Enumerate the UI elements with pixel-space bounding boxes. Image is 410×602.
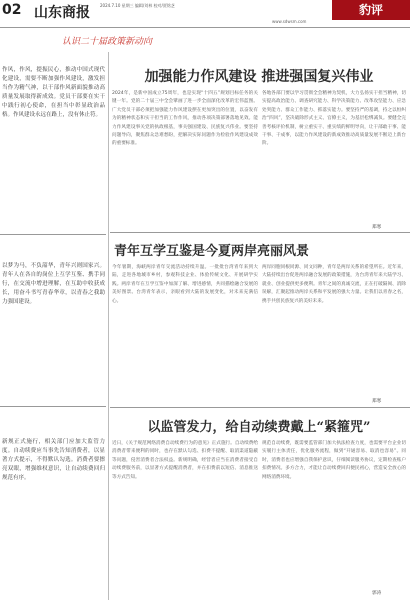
paper-name: 山东商报 (34, 5, 90, 21)
column-banner: 认识二十届政策新动向 (62, 37, 153, 47)
byline: 郑寒 (372, 399, 382, 404)
page-number: 02 (2, 2, 22, 18)
masthead (0, 0, 410, 28)
article-body: 2024年，是新中国成立75周年，也是实现“十四五”规划目标任务的关键一年。党的二十届三中全会擘画了进一步全面深化改革的宏伟蓝图。广大党员干部必须把加强能力作风建设摆在更加突出的位置，以奋发有为的精神状态和实干担当的工作作风，推动各项决策部署落地见效。能力作风建设事关党的执政根基，事关强国建设、民族复兴伟业。要坚持问题导向，聚焦群众急难愁盼，把解决实际问题作为检验作风建设成效的重要标准。 (112, 91, 258, 147)
byline: 郑寒 (372, 225, 382, 230)
column-separator (108, 52, 109, 600)
byline: 郭涛 (372, 591, 382, 596)
issue-meta: 2024.7.10 星期三 编辑/刘林 校对/贾铭芝 (100, 3, 175, 8)
article-body: 今年暑期，海峡两岸青年交流活动持续升温。一批批台湾青年来到大陆，走进各地城市乡村，参观科技企业、体验传统文化、开展研学实践。两岸青年在互学互鉴中加深了解、增进感情，共同描绘融合发展的美好图景。台湾青年表示，亲眼看到大陆的发展变化，对未来充满信心。 (112, 265, 258, 304)
sidebar-divider (0, 406, 106, 407)
site-url: www.sdwsm.com (272, 19, 307, 24)
article-title: 加强能力作风建设 推进强国复兴伟业 (144, 69, 374, 85)
section-tag: 豹评 (332, 0, 410, 20)
article-title: 以监管发力，给自动续费戴上“紧箍咒” (147, 420, 371, 435)
sidebar-commentary-2: 以梦为马，不负韶华，青年兴则国家兴。青年人在各自的岗位上互学互鉴、携手同行，在交流中增进理解，在互助中收获成长，用奋斗书写青春华章，以青春之我助力强国建设。 (2, 263, 105, 305)
article-body: 近日，《关于规范网络消费自动续费行为的意见》正式施行。自动续费给消费者带来便利的同时，也存在默认勾选、扣费不提醒、取消渠道隐蔽等问题，侵害消费者合法权益。新规明确，经营者应当在消费者接受自动续费服务前，以显著方式提醒消费者，并在扣费前以短信、消息推送等方式告知。 (112, 441, 258, 480)
article-body: 两岸同胞同根同源、同文同种，青年是两岸关系的希望所在。近年来，大陆持续出台促进两岸融合发展的政策措施，为台湾青年来大陆学习、就业、创业提供更多便利。青年之间的真诚交流，正在打破隔阂、消除误解，汇聚起推动两岸关系和平发展的强大力量。让我们以青春之名，携手共创民族复兴的美好未来。 (262, 265, 406, 304)
article-body: 各地各部门要以学习贯彻全会精神为契机，大力弘扬实干担当精神，切实提高政治能力、调查研究能力、科学决策能力、改革攻坚能力、应急处突能力、群众工作能力、抓落实能力。要坚持严的基调，持之以恒纠治“四风”，坚决破除形式主义、官僚主义，为基层松绑减负。要健全完善考核评价机制，树立重实干、重实绩的鲜明导向，让干部敢干事、能干事、干成事，以能力作风建设的新成效推动高质量发展不断迈上新台阶。 (262, 91, 406, 147)
sidebar-commentary-1: 作风，作风，提振民心，推动中国式现代化建设，需要不断加强作风建设，激发担当作为精气神，以干部作风新面貌推动高质量发展取得新成效。党员干部要在实干中践行初心使命，在担当中彰显政治品格。作风建设永远在路上，没有休止符。 (2, 67, 105, 118)
article-divider (110, 407, 410, 408)
masthead-rule (0, 27, 410, 28)
sidebar-commentary-3: 新规正式施行，相关部门应加大监管力度。自动续费应当事先告知消费者，以显著方式提示，不得默认勾选。消费者要擦亮双眼，增强维权意识，让自动续费回归规范有序。 (2, 439, 105, 481)
article-body: 规范自动续费，既需要监管部门加大执法检查力度，也需要平台企业切实履行主体责任，优化服务流程，做到“开通容易、取消也容易”。同时，消费者也应增强自我保护意识，仔细阅读服务协议，定期检查账户扣费情况。多方合力，才能让自动续费回归便民初心，营造安全放心的网络消费环境。 (262, 441, 406, 480)
article-title: 青年互学互鉴是今夏两岸亮丽风景 (114, 244, 310, 259)
article-divider (110, 232, 410, 233)
sidebar-divider (0, 234, 106, 235)
